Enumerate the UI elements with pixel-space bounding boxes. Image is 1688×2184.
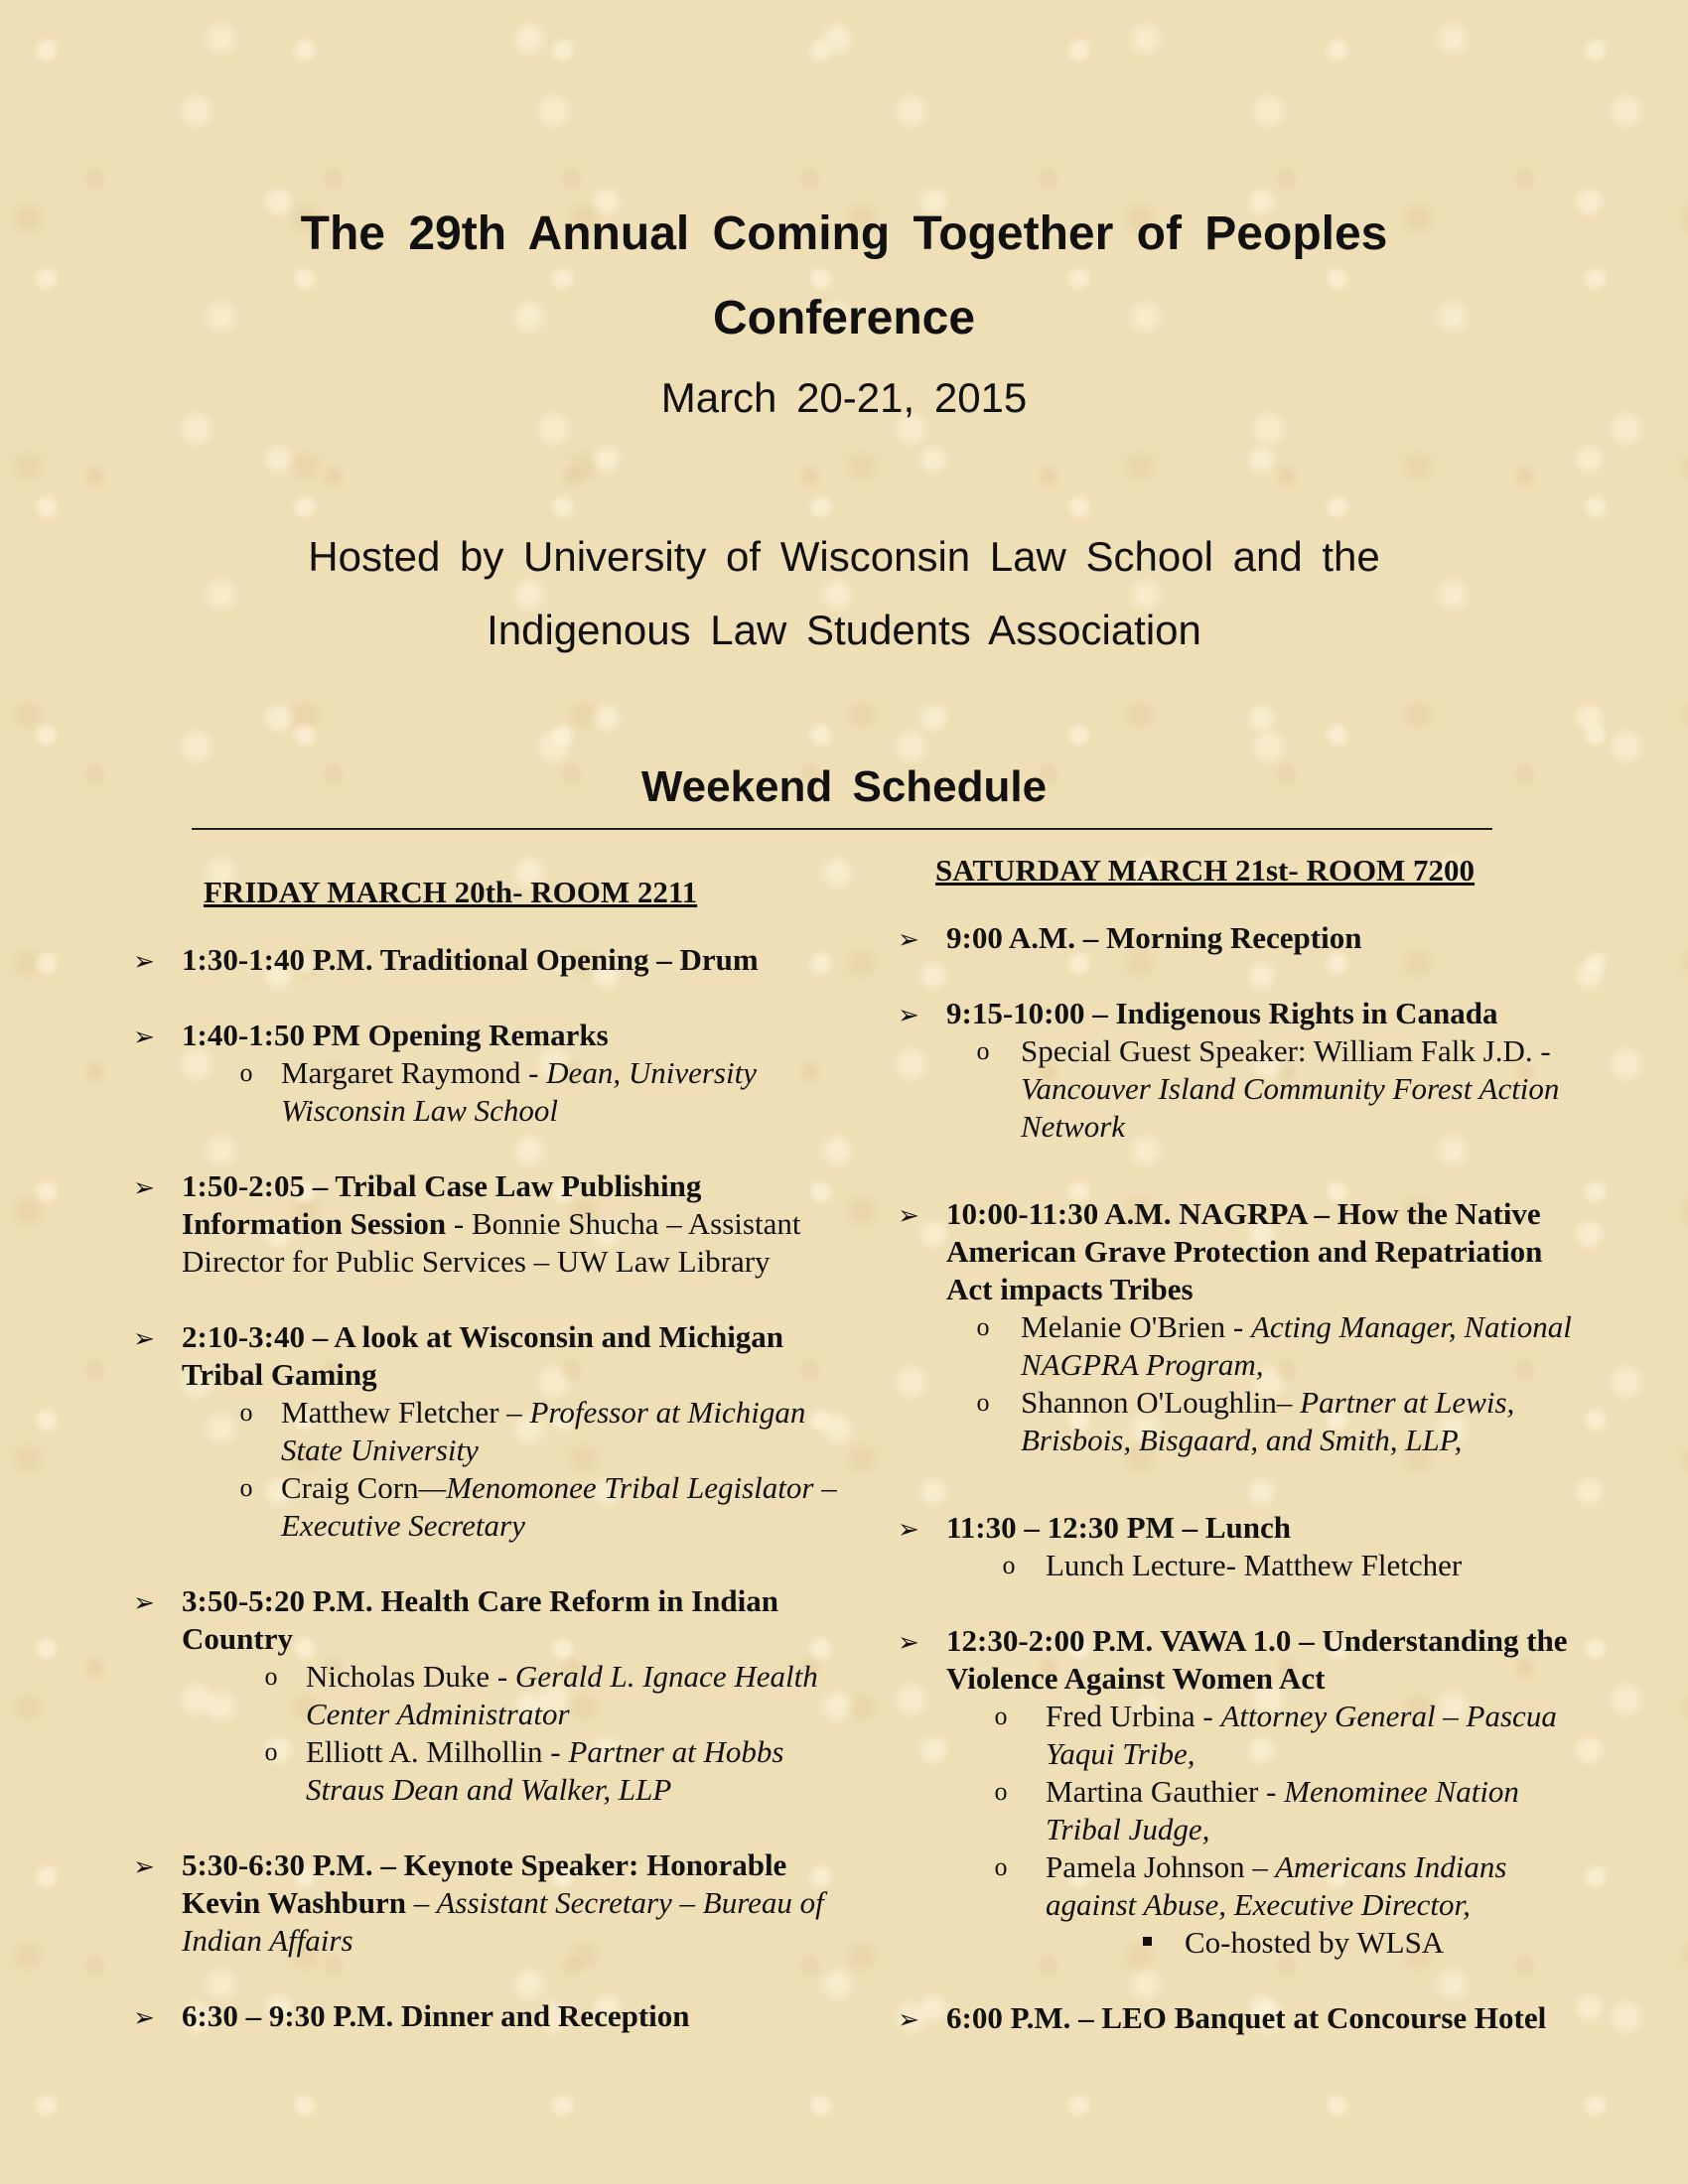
schedule-item — [894, 1509, 1579, 1584]
speaker-role: Attorney General – Pascua Yaqui Tribe, — [1046, 1699, 1557, 1771]
speaker-entry — [946, 1384, 1579, 1459]
speaker-role: – Americans Indians against Abuse, Executive Director, — [1046, 1849, 1507, 1922]
conference-dates: March 20-21, 2015 — [660, 374, 1028, 421]
schedule-item — [129, 1582, 844, 1809]
schedule-item — [894, 1622, 1579, 1962]
speaker-name: Melanie O'Brien - — [1021, 1309, 1251, 1344]
heading-rule — [192, 828, 1492, 830]
arrow-bullet-icon — [129, 1167, 159, 1207]
schedule-item — [894, 995, 1579, 1146]
item-title: 6:00 P.M. – LEO Banquet at Concourse Hotel — [946, 2000, 1547, 2035]
speaker-entry — [946, 1547, 1579, 1584]
arrow-bullet-icon — [129, 1582, 159, 1622]
conference-title-line1: The 29th Annual Coming Together of Peoples — [300, 207, 1388, 260]
square-bullet-icon — [1143, 1937, 1152, 1946]
speaker-entry — [946, 1032, 1579, 1146]
speaker-entry — [182, 1658, 844, 1733]
circle-bullet-icon: o — [264, 1737, 278, 1766]
speaker-entry — [182, 1469, 844, 1545]
arrow-bullet-icon — [894, 1622, 923, 1662]
item-title: 6:30 – 9:30 P.M. Dinner and Reception — [182, 1998, 690, 2033]
arrow-bullet-icon — [129, 1997, 159, 2037]
item-title: 9:00 A.M. – Morning Reception — [946, 920, 1362, 955]
arrow-bullet-icon — [129, 941, 159, 981]
speaker-entry — [182, 1054, 844, 1130]
schedule-item — [894, 919, 1579, 957]
speaker-entry — [182, 1394, 844, 1469]
speaker-name: Martina Gauthier - — [1046, 1774, 1285, 1809]
friday-heading: FRIDAY MARCH 20th- ROOM 2211 — [204, 875, 698, 909]
speaker-role: Acting Manager, National NAGPRA Program, — [1021, 1309, 1572, 1382]
circle-bullet-icon: o — [976, 1036, 990, 1065]
arrow-bullet-icon — [894, 919, 923, 959]
speaker-entry — [182, 1733, 844, 1809]
arrow-bullet-icon — [894, 1999, 923, 2039]
circle-bullet-icon: o — [1002, 1551, 1016, 1579]
arrow-bullet-icon — [894, 1509, 923, 1549]
circle-bullet-icon: o — [976, 1388, 990, 1417]
schedule-item — [129, 1318, 844, 1545]
item-title: 11:30 – 12:30 PM – Lunch — [946, 1510, 1292, 1545]
schedule-item — [129, 1997, 844, 2035]
schedule-item — [894, 1195, 1579, 1459]
speaker-role: – Professor at Michigan State University — [281, 1395, 806, 1467]
item-title: 1:50-2:05 – Tribal Case Law Publishing Information Session — [182, 1168, 702, 1241]
arrow-bullet-icon — [894, 1195, 923, 1235]
speaker-entry — [946, 1773, 1579, 1848]
speaker-name: Shannon O'Loughlin — [1021, 1385, 1277, 1420]
schedule-heading: Weekend Schedule — [640, 762, 1048, 811]
speaker-name: Special Guest Speaker: William Falk J.D. - — [1021, 1033, 1551, 1068]
speaker-name: Pamela Johnson — [1046, 1849, 1253, 1884]
item-title: 1:40-1:50 PM Opening Remarks — [182, 1018, 609, 1052]
speaker-role: —Menomonee Tribal Legislator – Executive Secretary — [281, 1470, 837, 1543]
speaker-name: Matthew Fletcher — [281, 1395, 507, 1430]
schedule-item — [129, 1017, 844, 1130]
speaker-role: Vancouver Island Community Forest Action Network — [1021, 1071, 1560, 1144]
circle-bullet-icon: o — [239, 1058, 253, 1087]
schedule-item — [129, 1846, 844, 1960]
circle-bullet-icon: o — [994, 1852, 1008, 1881]
speaker-entry — [946, 1698, 1579, 1773]
host-line1: Hosted by University of Wisconsin Law School and the — [308, 533, 1380, 580]
speaker-name: Elliott A. Milhollin - — [306, 1734, 569, 1769]
circle-bullet-icon: o — [994, 1702, 1008, 1730]
circle-bullet-icon: o — [994, 1777, 1008, 1806]
speaker-entry — [946, 1848, 1579, 1924]
speaker-role: – Assistant Secretary – Bureau of Indian Affairs — [182, 1885, 824, 1958]
circle-bullet-icon: o — [239, 1473, 253, 1502]
circle-bullet-icon: o — [239, 1398, 253, 1427]
speaker-name: Lunch Lecture- Matthew Fletcher — [1046, 1548, 1463, 1582]
item-title: 5:30-6:30 P.M. – Keynote Speaker: Honorable Kevin Washburn — [182, 1847, 787, 1920]
speaker-name: Craig Corn — [281, 1470, 419, 1505]
host-line2: Indigenous Law Students Association — [487, 607, 1201, 653]
item-title: 3:50-5:20 P.M. Health Care Reform in Indian Country — [182, 1583, 779, 1656]
speaker-role: Partner at Hobbs Straus Dean and Walker, LLP — [306, 1734, 784, 1807]
arrow-bullet-icon — [129, 1017, 159, 1056]
saturday-heading: SATURDAY MARCH 21st- ROOM 7200 — [935, 853, 1476, 887]
speaker-name: Fred Urbina - — [1046, 1699, 1221, 1733]
arrow-bullet-icon — [129, 1318, 159, 1358]
circle-bullet-icon: o — [264, 1662, 278, 1691]
schedule-item — [894, 1999, 1579, 2037]
item-title: 12:30-2:00 P.M. VAWA 1.0 – Understanding the Violence Against Women Act — [946, 1623, 1568, 1696]
item-title: 1:30-1:40 P.M. Traditional Opening – Drum — [182, 942, 759, 977]
cohost-note — [946, 1924, 1579, 1962]
schedule-item — [129, 941, 844, 979]
item-title: 2:10-3:40 – A look at Wisconsin and Michigan Tribal Gaming — [182, 1319, 784, 1392]
speaker-role: Gerald L. Ignace Health Center Administrator — [306, 1659, 818, 1731]
arrow-bullet-icon — [129, 1846, 159, 1886]
speaker-role: Menominee Nation Tribal Judge, — [1046, 1774, 1519, 1846]
item-title: 9:15-10:00 – Indigenous Rights in Canada — [946, 996, 1498, 1030]
schedule-item — [129, 1167, 844, 1281]
arrow-bullet-icon — [894, 995, 923, 1034]
speaker-entry — [946, 1308, 1579, 1384]
friday-column — [129, 874, 844, 2073]
item-detail: - Bonnie Shucha – Assistant Director for Public Services – UW Law Library — [182, 1206, 801, 1279]
speaker-name: Nicholas Duke - — [306, 1659, 515, 1694]
saturday-column — [894, 852, 1579, 2075]
speaker-role: – Partner at Lewis, Brisbois, Bisgaard, and Smith, LLP, — [1021, 1385, 1515, 1457]
conference-title-line2: Conference — [712, 292, 976, 344]
speaker-role: Dean, University Wisconsin Law School — [281, 1055, 757, 1128]
circle-bullet-icon: o — [976, 1312, 990, 1341]
cohost-text: Co-hosted by WLSA — [1185, 1925, 1445, 1960]
item-title: 10:00-11:30 A.M. NAGRPA – How the Native American Grave Protection and Repatriation Act impacts Tribes — [946, 1196, 1543, 1306]
speaker-name: Margaret Raymond - — [281, 1055, 547, 1090]
